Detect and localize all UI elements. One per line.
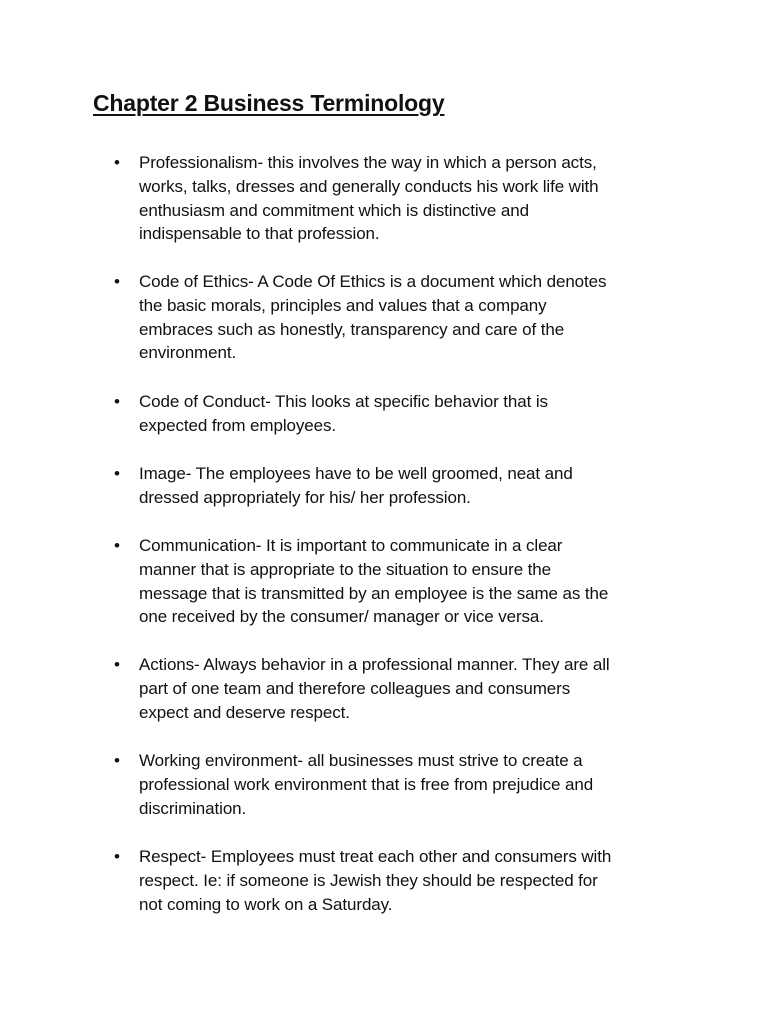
term-text-respect: Respect- Employees must treat each other and consumers with respect. Ie: if someone is Jewish they should be respected for not coming to work on a Saturday. — [139, 847, 612, 914]
list-item — [114, 749, 674, 820]
page-title: Chapter 2 Business Terminology — [93, 90, 445, 116]
bullet-icon: • — [114, 153, 120, 172]
term-text-code-of-conduct: Code of Conduct- This looks at specific behavior that is expected from employees. — [139, 392, 548, 435]
list-item — [114, 462, 674, 510]
list-item — [114, 845, 674, 916]
term-text-professionalism: Professionalism- this involves the way in which a person acts, works, talks, dresses and generally conducts his work life with enthusiasm and commitment which is distinctive and indispensable to that profession. — [139, 153, 599, 244]
list-item — [114, 270, 674, 365]
list-item — [114, 534, 674, 629]
bullet-icon: • — [114, 847, 120, 866]
bullet-icon: • — [114, 464, 120, 483]
list-item — [114, 653, 674, 724]
list-item — [114, 151, 674, 246]
bullet-icon: • — [114, 272, 120, 291]
bullet-icon: • — [114, 655, 120, 674]
bullet-icon: • — [114, 536, 120, 555]
term-text-working-environment: Working environment- all businesses must strive to create a professional work environment that is free from prejudice and discrimination. — [139, 751, 594, 818]
bullet-icon: • — [114, 751, 120, 770]
term-text-communication: Communication- It is important to communicate in a clear manner that is appropriate to the situation to ensure the message that is transmitted by an employee is the same as the one received by the consumer/ manager or vice versa. — [139, 536, 609, 627]
term-text-actions: Actions- Always behavior in a professional manner. They are all part of one team and therefore colleagues and consumers expect and deserve respect. — [139, 655, 610, 722]
bullet-icon: • — [114, 392, 120, 411]
term-text-image: Image- The employees have to be well groomed, neat and dressed appropriately for his/ her profession. — [139, 464, 573, 507]
term-text-code-of-ethics: Code of Ethics- A Code Of Ethics is a document which denotes the basic morals, principles and values that a company embraces such as honestly, transparency and care of the environment. — [139, 272, 607, 363]
list-item — [114, 390, 674, 438]
